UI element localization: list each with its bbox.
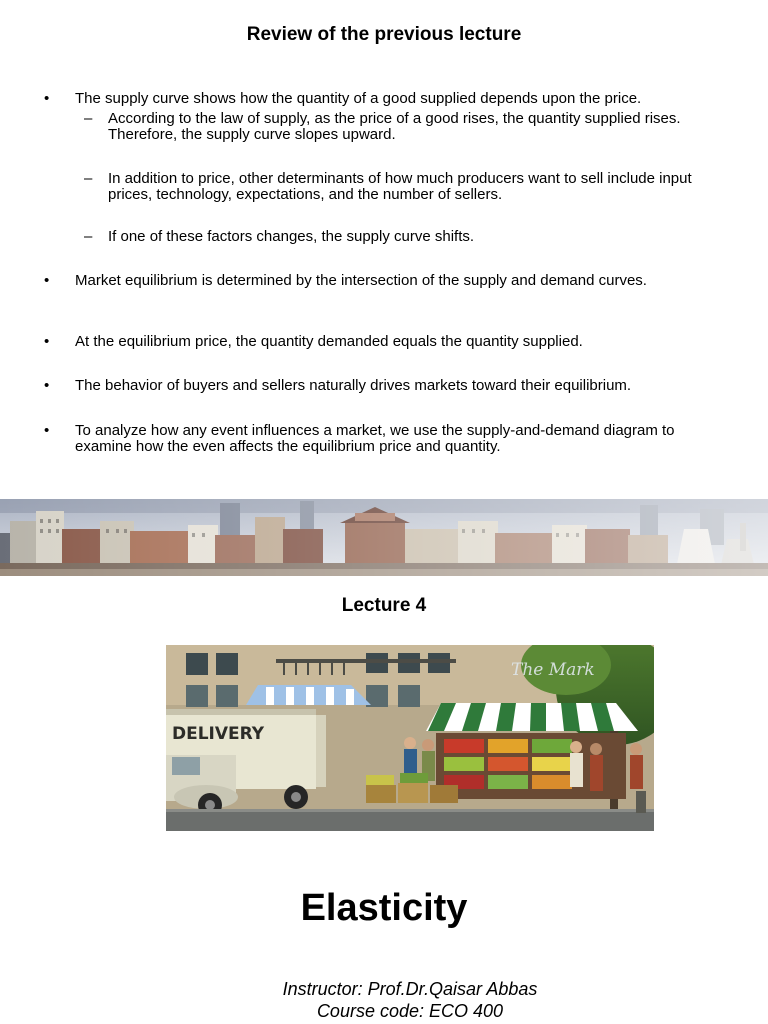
sub-bullet-item: In addition to price, other determinants of how much producers want to sell include input prices, technology, expectations, and the number of sellers.	[108, 170, 692, 203]
sub-bullet-item: According to the law of supply, as the price of a good rises, the quantity supplied rises. Therefore, the supply curve slopes upward.	[108, 110, 681, 143]
main-title: Elasticity	[300, 887, 468, 929]
sub-bullet-marker: –	[84, 228, 93, 245]
bullet-item: At the equilibrium price, the quantity demanded equals the quantity supplied.	[75, 333, 583, 350]
bullet-marker: •	[44, 377, 50, 394]
bullet-item: Market equilibrium is determined by the intersection of the supply and demand curves.	[75, 272, 647, 289]
instructor-line: Instructor: Prof.Dr.Qaisar Abbas	[282, 979, 538, 999]
market-delivery-illustration	[166, 645, 654, 831]
truck-sign: DELIVERY	[172, 724, 265, 744]
course-code-line: Course code: ECO 400	[316, 1001, 504, 1021]
sub-bullet-item: If one of these factors changes, the supply curve shifts.	[108, 228, 475, 245]
review-heading: Review of the previous lecture	[246, 24, 522, 45]
city-skyline-banner	[0, 499, 768, 576]
bullet-marker: •	[44, 90, 50, 107]
sub-bullet-marker: –	[84, 110, 93, 127]
bullet-marker: •	[44, 333, 50, 350]
bullet-item: To analyze how any event influences a market, we use the supply-and-demand diagram to examine how the even affects the equilibrium price and quantity.	[75, 422, 675, 455]
bullet-marker: •	[44, 272, 50, 289]
lecture-label: Lecture 4	[341, 595, 427, 616]
bullet-marker: •	[44, 422, 50, 439]
sub-bullet-marker: –	[84, 170, 93, 187]
bullet-item: The supply curve shows how the quantity of a good supplied depends upon the price.	[75, 90, 642, 107]
market-sign: The Mark	[511, 660, 595, 680]
bullet-item: The behavior of buyers and sellers naturally drives markets toward their equilibrium.	[75, 377, 632, 394]
